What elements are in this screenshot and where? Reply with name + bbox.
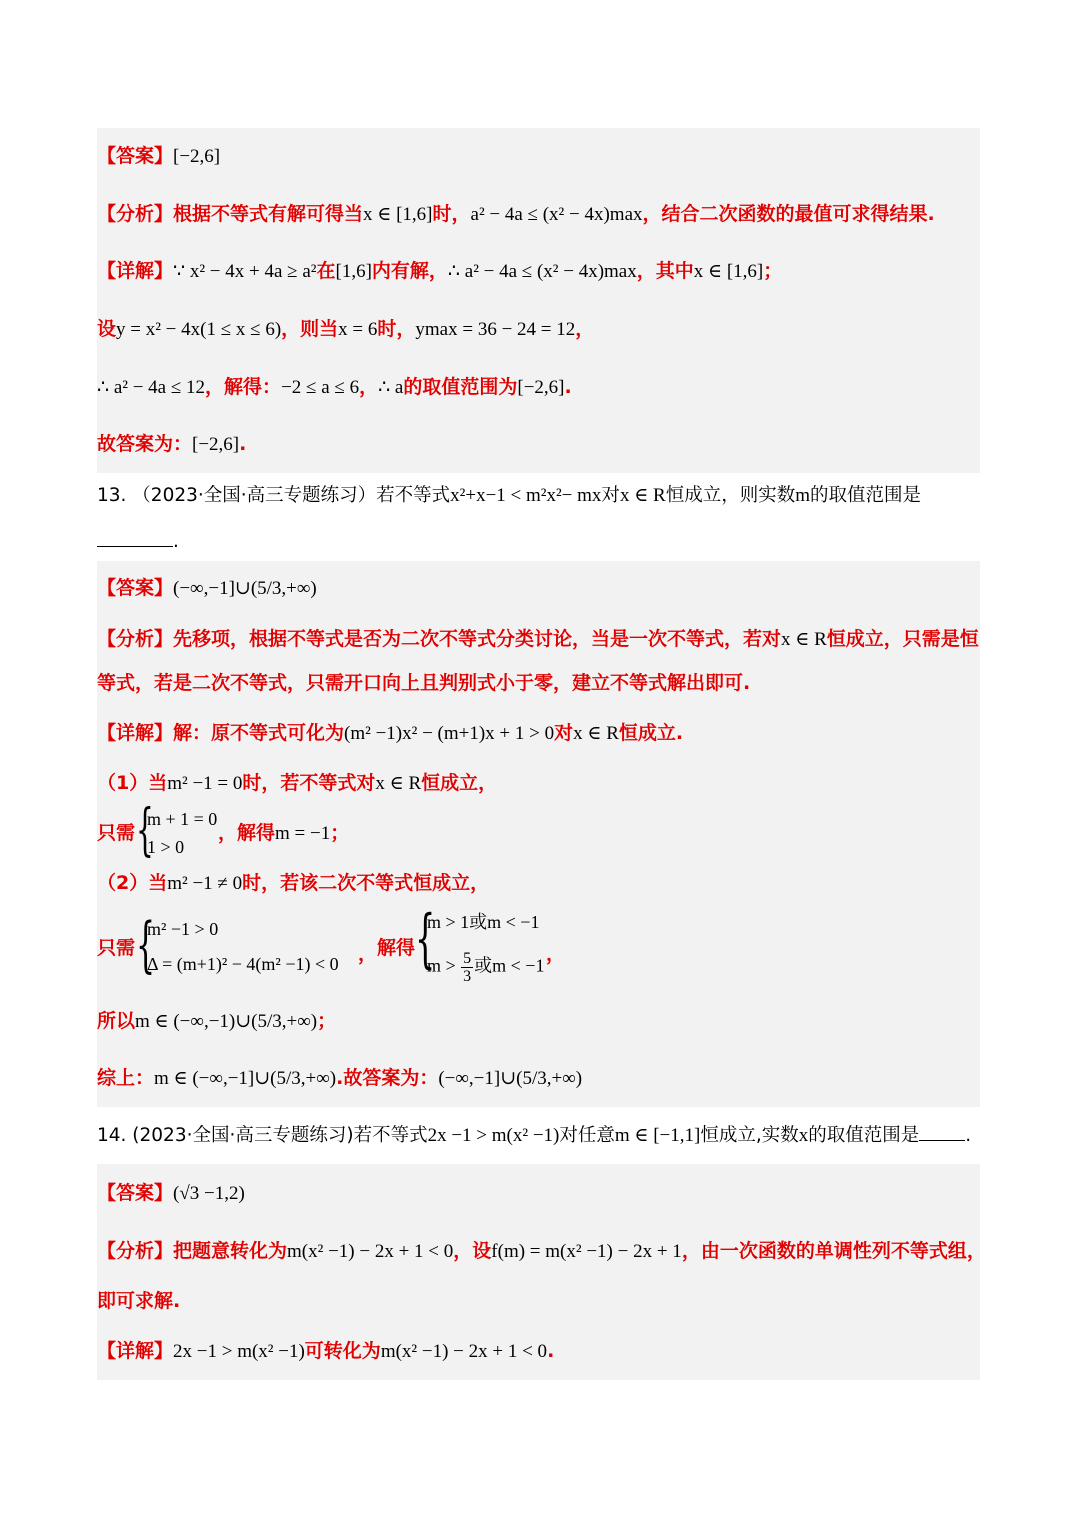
math-expr: −2 ≤ a ≤ 6 [281,377,360,398]
result-text: m > [427,955,456,976]
need-text: 只需 [97,822,136,844]
question-text: 13. （2023·全国·高三专题练习）若不等式 [97,485,451,506]
question-end: . [173,531,179,552]
q13-answer-blank [97,528,179,555]
answer-blank [97,528,173,547]
analysis-text: 把题意转化为 [173,1240,288,1262]
system-line: Δ = (m+1)² − 4(m² −1) < 0 [147,954,339,974]
q13-need2-label [97,935,135,961]
analysis-text: 恒成立，只需是恒 [826,628,979,650]
math-expr: ymax = 36 − 24 = 12 [415,319,576,340]
analysis-text: ，由一次函数的单调性列不等式组， [681,1240,986,1262]
detail-text: . [547,1340,555,1362]
need-text: 只需 [97,937,136,959]
detail-text: 内有解， [371,260,448,282]
q14-question [97,1123,971,1149]
math-expr: [1,6] [335,261,372,282]
need-text: 解得 [377,937,416,959]
detail-text: 在 [316,260,336,282]
answer-blank [919,1124,965,1141]
final-text: . [239,433,247,455]
step-text: ，则当 [281,318,339,340]
answer-value: (√3 −1,2) [173,1183,245,1204]
question-text: 14. (2023·全国·高三专题练习)若不等式 [97,1125,428,1146]
analysis-label: 【分析】 [97,628,174,650]
question-text: 恒成立，则实数 [665,485,796,506]
math-expr: (m² −1)x² − (m+1)x + 1 > 0 [344,723,555,744]
q13-need1-result [218,820,349,847]
detail-text: ； [763,260,783,282]
math-expr: x ∈ [1,6] [693,261,764,282]
need-text: ，解得 [218,822,276,844]
so-text: 所以 [97,1010,136,1032]
q13-case2 [97,870,489,897]
q13-case1 [97,770,497,797]
q12-step1 [97,316,594,343]
q13-summary [97,1065,582,1092]
brace-icon: { [415,902,436,976]
detail-label: 【详解】 [97,260,174,282]
step-text: ， [359,376,379,398]
math-expr: [−2,6] [192,434,240,455]
answer-value: (−∞,−1]∪(5/3,+∞) [173,578,317,599]
q13-analysis-2 [97,670,750,696]
need-text: ； [330,822,350,844]
q13-need2-comma [358,941,377,967]
math-expr: (−∞,−1]∪(5/3,+∞) [438,1068,583,1089]
q12-final [97,431,246,458]
q12-analysis [97,201,935,228]
math-expr: m² −1 = 0 [167,773,243,794]
detail-text: 可转化为 [304,1340,381,1362]
system-line: m > 1或m < −1 [427,912,540,932]
question-text: 对 [601,485,620,506]
math-expr: x ∈ R [573,723,619,744]
q13-detail [97,720,683,747]
analysis-text: 先移项，根据不等式是否为二次不等式分类讨论，当是一次不等式，若对 [173,628,782,650]
summary-text: .故答案为： [336,1067,439,1089]
q13-need2-solve [377,935,415,961]
math-expr: x = 6 [338,319,378,340]
fraction-denominator: 3 [463,968,472,985]
math-expr: m(x² −1) − 2x + 1 < 0 [287,1241,454,1262]
brace-icon: { [136,798,154,863]
q12-answer [97,143,220,170]
math-expr: f(m) = m(x² −1) − 2x + 1 [491,1241,682,1262]
analysis-label: 【分析】 [97,203,174,225]
math-expr: m ∈ (−∞,−1)∪(5/3,+∞) [135,1011,318,1032]
math-expr: x ∈ R [619,485,666,506]
system-line: m + 1 = 0 [147,809,218,829]
q14-analysis-1 [97,1238,986,1265]
fraction [461,950,473,985]
fraction-numerator: 5 [463,950,472,967]
question-text: 的取值范围是 [809,485,921,506]
need-text: ， [546,943,566,965]
answer-value: [−2,6] [173,146,221,167]
step-text: ， [575,318,595,340]
q14-analysis-2 [97,1288,180,1314]
brace-icon: { [136,910,156,980]
math-expr: m(x² −1) − 2x + 1 < 0 [380,1341,548,1362]
answer-label: 【答案】 [97,1182,174,1204]
final-text: 故答案为： [97,433,193,455]
analysis-text: 等式，若是二次不等式，只需开口向上且判别式小于零，建立不等式解出即可. [97,672,751,694]
detail-text: 对 [554,722,574,744]
question-text: 对任意 [559,1125,615,1146]
math-expr: ∴ a [378,377,404,398]
analysis-text: ，结合二次函数的最值可求得结果. [642,203,935,225]
math-expr: m² −1 ≠ 0 [167,873,243,894]
q12-detail [97,258,782,285]
math-expr: x ∈ [1,6] [363,204,433,225]
step-text: 的取值范围为 [403,376,518,398]
detail-text: 恒成立. [618,722,684,744]
math-expr: ∴ a² − 4a ≤ (x² − 4x)max [447,261,637,282]
case-text: 时，若该二次不等式恒成立， [242,872,490,894]
math-expr: [−2,6] [517,377,565,398]
q14-detail [97,1338,554,1365]
summary-text: 综上： [97,1067,155,1089]
so-text: ； [317,1010,337,1032]
analysis-text: 时， [432,203,471,225]
analysis-text: 即可求解. [97,1290,181,1312]
case-text: （1）当 [97,772,168,794]
analysis-text: 根据不等式有解可得当 [173,203,364,225]
q12-step2 [97,374,572,401]
answer-label: 【答案】 [97,577,174,599]
math-expr: ∴ a² − 4a ≤ 12 [97,377,206,398]
step-text: . [564,376,572,398]
math-expr: a² − 4a ≤ (x² − 4x)max [470,204,643,225]
math-expr: x [798,1125,809,1146]
q13-answer [97,575,317,602]
need-text: ， [358,943,378,965]
math-expr: m ∈ (−∞,−1]∪(5/3,+∞) [154,1068,337,1089]
q13-so [97,1008,336,1035]
detail-label: 【详解】 [97,722,174,744]
detail-label: 【详解】 [97,1340,174,1362]
q13-need1-label [97,820,135,846]
q13-analysis-1 [97,626,979,653]
math-expr: 2x −1 > m(x² −1) [427,1125,560,1146]
analysis-label: 【分析】 [97,1240,174,1262]
math-expr: m = −1 [275,823,331,844]
q14-answer [97,1180,245,1207]
case-text: （2）当 [97,872,168,894]
step-text: 时， [377,318,416,340]
detail-text: ，其中 [636,260,694,282]
q12-solution-box [97,128,980,473]
detail-text: 解：原不等式可化为 [173,722,345,744]
math-expr: ∵ x² − 4x + 4a ≥ a² [173,261,317,282]
question-text: 的取值范围是 [808,1125,920,1146]
analysis-text: ，设 [453,1240,492,1262]
answer-label: 【答案】 [97,145,174,167]
case-text: 恒成立， [421,772,498,794]
question-text: 恒成立,实数 [700,1125,799,1146]
result-text: 或m < −1 [474,955,545,976]
math-expr: m [795,485,810,506]
case-text: 时，若不等式对 [242,772,376,794]
math-expr: x²+x−1 < m²x²− mx [450,485,602,506]
q13-need2-end [546,941,565,967]
math-expr: m ∈ [−1,1] [614,1125,701,1146]
q13-question [97,483,921,509]
math-expr: x ∈ R [781,629,827,650]
system-line: 1 > 0 [147,837,185,857]
math-expr: y = x² − 4x(1 ≤ x ≤ 6) [116,319,282,340]
system-line [427,950,544,985]
step-text: 设 [97,318,117,340]
math-expr: 2x −1 > m(x² −1) [173,1341,305,1362]
math-expr: x ∈ R [375,773,422,794]
step-text: ，解得： [205,376,282,398]
system-line: m² −1 > 0 [147,919,219,939]
question-end: . [965,1125,972,1146]
